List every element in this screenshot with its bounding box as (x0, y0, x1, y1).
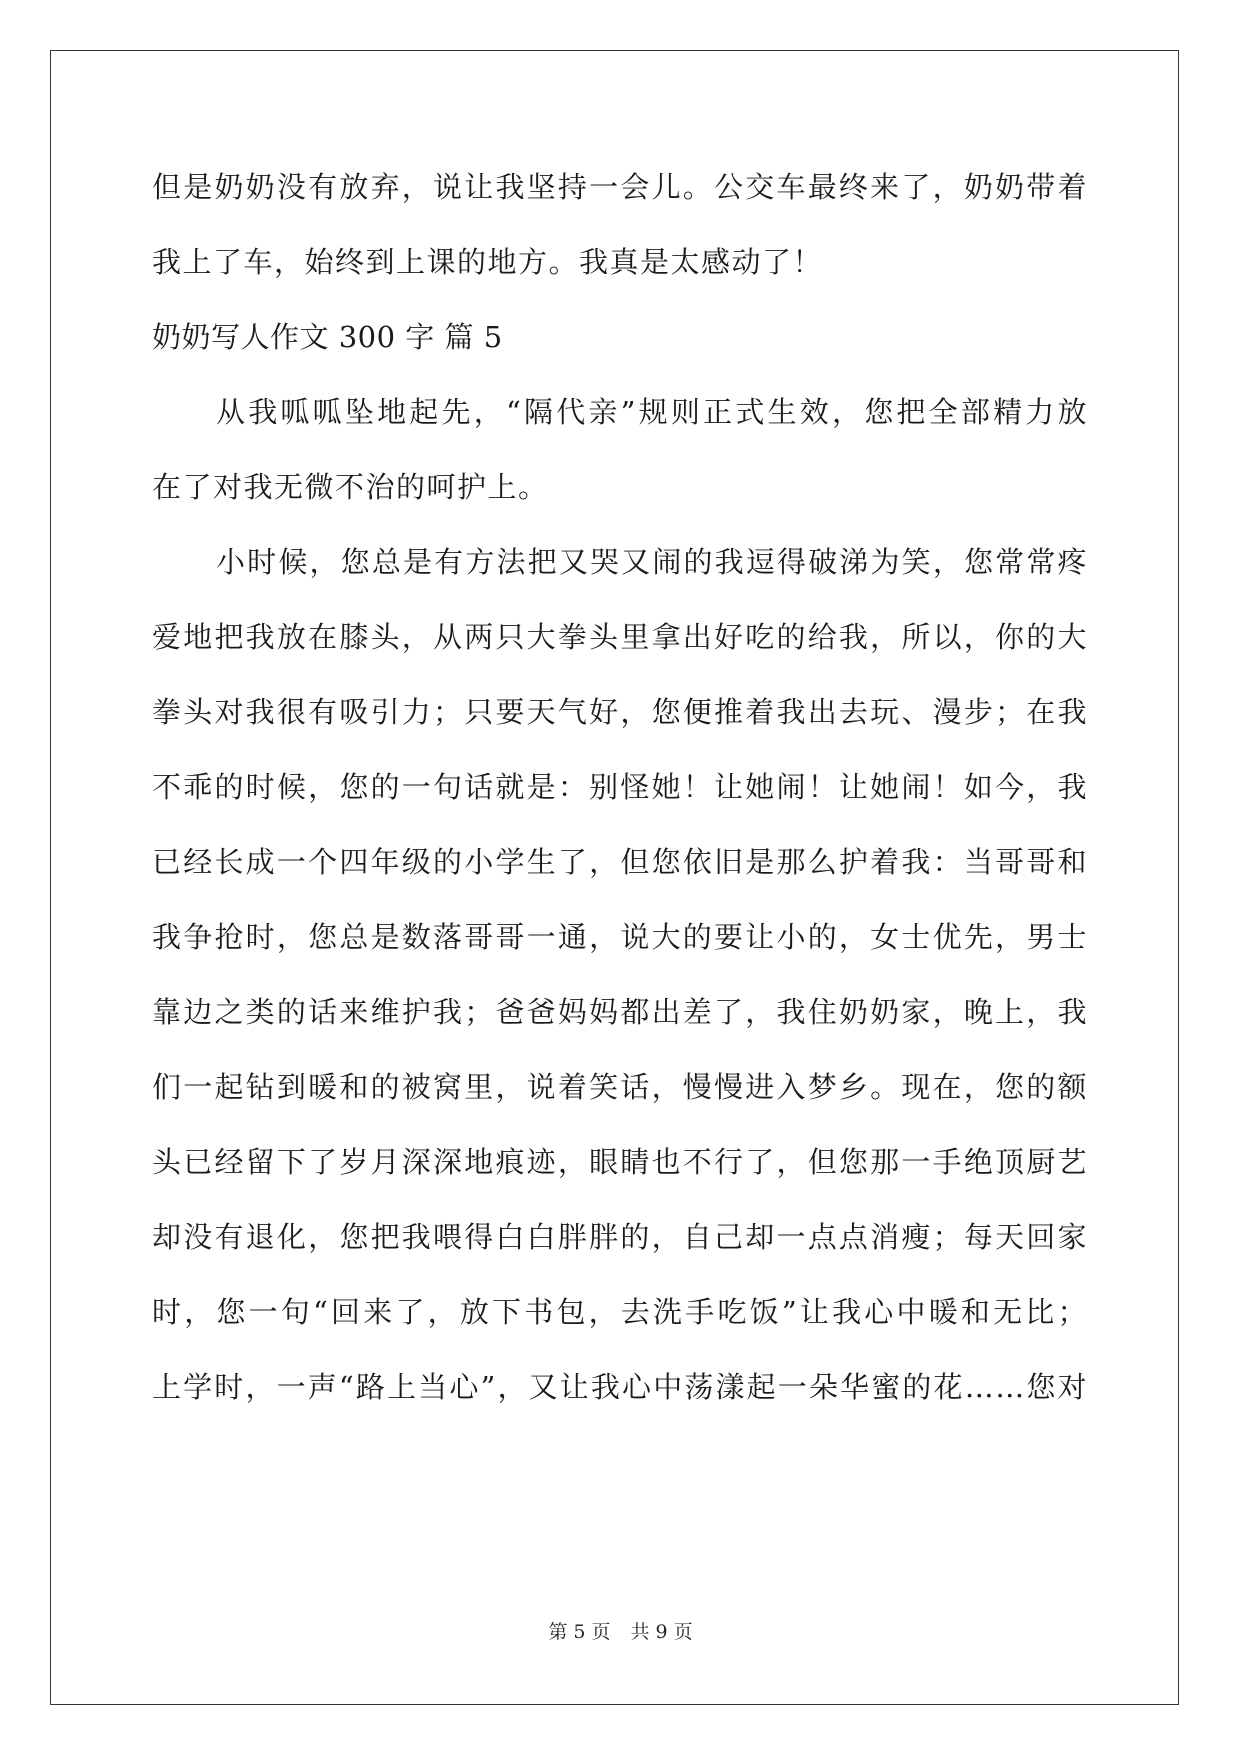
text-line: 靠边之类的话来维护我；爸爸妈妈都出差了，我住奶奶家，晚上，我 (152, 995, 1088, 1029)
paragraph-first-line: 小时候，您总是有方法把又哭又闹的我逗得破涕为笑，您常常疼 (216, 545, 1088, 579)
document-body (152, 150, 1088, 1425)
text-line: 不乖的时候，您的一句话就是：别怪她！让她闹！让她闹！如今，我 (152, 770, 1088, 804)
section-heading: 奶奶写人作文 300 字 篇 5 (152, 320, 503, 354)
text-line: 拳头对我很有吸引力；只要天气好，您便推着我出去玩、漫步；在我 (152, 695, 1088, 729)
text-line: 上学时，一声“路上当心”，又让我心中荡漾起一朵华蜜的花……您对 (152, 1370, 1088, 1404)
text-line: 在了对我无微不治的呵护上。 (152, 470, 549, 504)
page-total: 共 9 页 (630, 1621, 693, 1643)
text-line: 时，您一句“回来了，放下书包，去洗手吃饭”让我心中暖和无比； (152, 1295, 1088, 1329)
text-line: 爱地把我放在膝头，从两只大拳头里拿出好吃的给我，所以，你的大 (152, 620, 1088, 654)
text-line: 却没有退化，您把我喂得白白胖胖的，自己却一点点消瘦；每天回家 (152, 1220, 1088, 1254)
text-line: 头已经留下了岁月深深地痕迹，眼睛也不行了，但您那一手绝顶厨艺 (152, 1145, 1088, 1179)
text-line: 们一起钻到暖和的被窝里，说着笑话，慢慢进入梦乡。现在，您的额 (152, 1070, 1088, 1104)
paragraph-first-line: 从我呱呱坠地起先，“隔代亲”规则正式生效，您把全部精力放 (216, 395, 1088, 429)
page-footer (0, 1617, 1241, 1644)
text-line: 已经长成一个四年级的小学生了，但您依旧是那么护着我：当哥哥和 (152, 845, 1088, 879)
page-number: 第 5 页 (548, 1621, 611, 1643)
text-line: 但是奶奶没有放弃，说让我坚持一会儿。公交车最终来了，奶奶带着 (152, 170, 1088, 204)
text-line: 我上了车，始终到上课的地方。我真是太感动了！ (152, 245, 824, 279)
text-line: 我争抢时，您总是数落哥哥一通，说大的要让小的，女士优先，男士 (152, 920, 1088, 954)
